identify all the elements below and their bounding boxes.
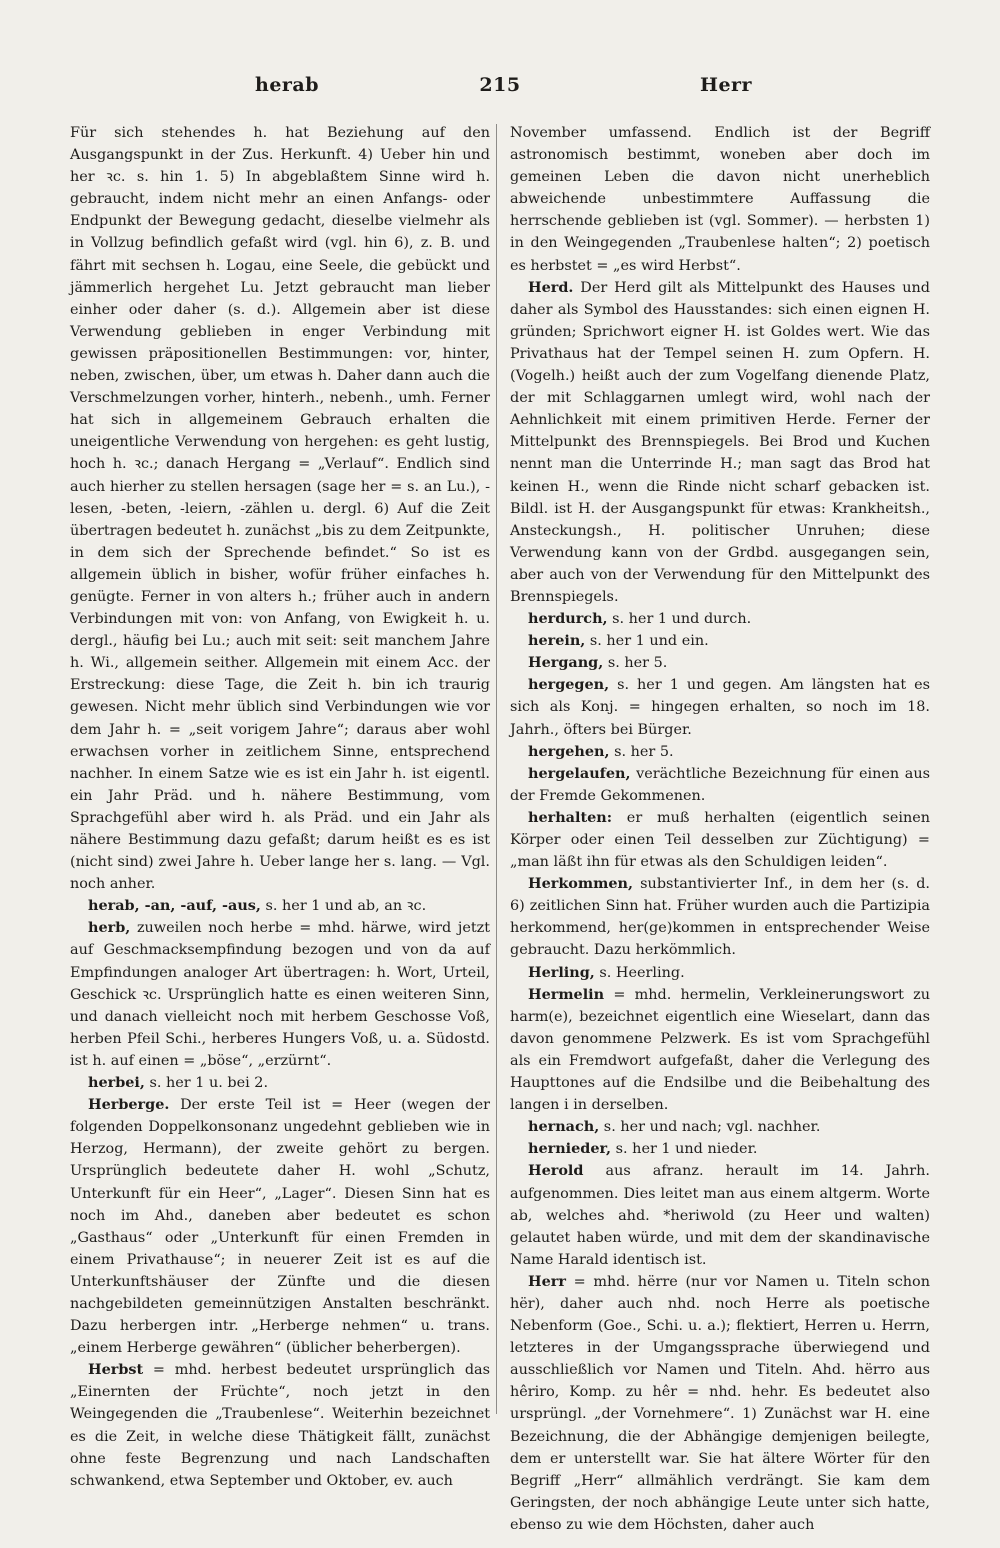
dictionary-entry bbox=[510, 984, 930, 1117]
dictionary-entry bbox=[70, 1359, 490, 1492]
entry-text: substantivierter Inf., in dem her (s. d. 6) zeitlichen Sinn hat. Früher wurden auch die Partizipia herkommend, her(ge)kommen in entsprechender Weise gebraucht. Dazu herkömmlich. bbox=[510, 876, 930, 959]
dictionary-entry bbox=[510, 962, 930, 984]
entry-lemma: herbei, bbox=[88, 1074, 145, 1092]
dictionary-entry bbox=[510, 608, 930, 630]
entry-text: Für sich stehendes h. hat Beziehung auf den Ausgangspunkt in der Zus. Herkunft. 4) Ueber hin und her ꝛc. s. hin 1. 5) In abgeblaßtem Sinne wird h. gebraucht, indem nicht mehr an einen Anfangs- oder Endpunkt der Bewegung gedacht, dieselbe vielmehr als in Vollzug befindlich gefaßt wird (vgl. hin 6), z. B. und fährt mit sechsen h. Logau, eine Seele, die gebückt und jämmerlich hergehet Lu. Jetzt gebraucht man lieber einher oder daher (s. d.). Allgemein aber ist diese Verwendung geblieben in enger Verbindung mit gewissen präpositionellen Bestimmungen: vor, hinter, neben, zwischen, über, um etwas h. Daher dann auch die Verschmelzungen vorher, hinterh., nebenh., umh. Ferner hat sich in allgemeinem Gebrauch erhalten die uneigentliche Verwendung von hergehen: es geht lustig, hoch h. ꝛc.; danach Hergang = „Verlauf“. Endlich sind auch hierher zu stellen hersagen (sage her = s. an Lu.), -lesen, -beten, -leiern, -zählen u. dergl. 6) Auf die Zeit übertragen bedeutet h. zunächst „bis zu dem Zeitpunkte, in dem sich der Sprechende befindet.“ So ist es allgemein üblich in bisher, wofür früher einfaches h. genügte. Ferner in von alters h.; früher auch in andern Verbindungen mit von: von Anfang, von Ewigkeit h. u. dergl., häufig bei Lu.; auch mit seit: seit manchem Jahre h. Wi., allgemein seither. Allgemein mit einem Acc. der Erstreckung: diese Tage, die Zeit h. bin ich traurig gewesen. Nicht mehr üblich sind Verbindungen wie vor dem Jahr h. = „seit vorigem Jahre“; daraus aber wohl erwachsen vorher in zeitlichem Sinne, entsprechend nachher. In einem Satze wie es ist ein Jahr h. ist eigentl. ein Jahr Präd. und h. nähere Bestimmung, vom Sprachgefühl aber wird h. als Präd. und ein Jahr als nähere Bestimmung dazu gefaßt; darum heißt es es ist (nicht sind) zwei Jahre h. Ueber lange her s. lang. — Vgl. noch anher. bbox=[70, 125, 490, 893]
left-column bbox=[70, 122, 490, 1492]
entry-text: er muß herhalten (eigentlich seinen Körper oder einen Teil desselben zur Züchtigung) = „man läßt ihn für etwas als den Schuldigen leiden“. bbox=[510, 809, 930, 871]
entry-text: s. her 1 und ab, an ꝛc. bbox=[260, 898, 427, 915]
entry-lemma: Herd. bbox=[528, 278, 574, 296]
entry-text: = mhd. herbest bedeutet ursprünglich das „Einernten der Früchte“, noch jetzt in den Weingegenden die „Traubenlese“. Weiterhin bezeichnet es die Zeit, in welche diese Thätigkeit fällt, zunächst ohne feste Begrenzung und nach Landschaften schwankend, etwa September und Oktober, ev. auch bbox=[70, 1362, 490, 1489]
entry-lemma: hergelaufen, bbox=[528, 764, 631, 782]
entry-lemma: Herold bbox=[528, 1162, 584, 1180]
dictionary-entry bbox=[510, 807, 930, 873]
entry-lemma: herab, -an, -auf, -aus, bbox=[88, 897, 261, 915]
dictionary-entry bbox=[510, 674, 930, 740]
entry-text: s. her 5. bbox=[609, 743, 674, 760]
entry-lemma: herein, bbox=[528, 632, 586, 650]
dictionary-entry bbox=[510, 277, 930, 608]
entry-text: s. her 1 und gegen. Am längsten hat es sich als Konj. = hingegen erhalten, so noch im 18. Jahrh., öfters bei Bürger. bbox=[510, 677, 930, 738]
entry-lemma: Herling, bbox=[528, 963, 595, 981]
dictionary-entry bbox=[510, 1116, 930, 1138]
header-left-catchword: herab bbox=[255, 74, 320, 96]
dictionary-entry bbox=[70, 917, 490, 1072]
dictionary-entry bbox=[70, 1094, 490, 1359]
dictionary-entry bbox=[510, 1160, 930, 1270]
dictionary-entry bbox=[70, 895, 490, 917]
right-column bbox=[510, 122, 930, 1536]
dictionary-entry bbox=[510, 873, 930, 961]
entry-text: = mhd. hermelin, Verkleinerungswort zu harm(e), bezeichnet eigentlich eine Wieselart, dann das davon genommene Pelzwerk. Es ist vom Sprachgefühl als ein Fremdwort aufgefaßt, daher die Verlegung des Haupttones auf die Endsilbe und die Beibehaltung des langen i in derselben. bbox=[510, 986, 930, 1114]
entry-lemma: Herbst bbox=[88, 1361, 144, 1379]
page-number: 215 bbox=[479, 74, 521, 96]
entry-text: November umfassend. Endlich ist der Begriff astronomisch bestimmt, woneben aber doch im gemeinen Leben die davon nicht unerheblich abweichende unbestimmtere Auffassung die herrschende geblieben ist (vgl. Sommer). — herbsten 1) in den Weingegenden „Traubenlese halten“; 2) poetisch es herbstet = „es wird Herbst“. bbox=[510, 125, 930, 274]
dictionary-entry bbox=[510, 652, 930, 674]
entry-continuation bbox=[510, 122, 930, 277]
column-divider bbox=[496, 124, 497, 1414]
entry-lemma: Hergang, bbox=[528, 654, 604, 672]
entry-continuation bbox=[70, 122, 490, 895]
entry-text: s. her und nach; vgl. nachher. bbox=[599, 1119, 821, 1136]
entry-text: Der erste Teil ist = Heer (wegen der folgenden Doppelkonsonanz ungedehnt geblieben wie in Herzog, Hermann), der zweite gehört zu bergen. Ursprünglich bedeutete daher H. wohl „Schutz, Unterkunft für ein Heer“, „Lager“. Diesen Sinn hat es noch im Ahd., daneben aber bedeutet es schon „Gasthaus“ oder „Unterkunft für einen Fremden in einem Privathause“; in neuerer Zeit ist es auf die Unterkunftshäuser der Zünfte und die diesen nachgebildeten gemeinnützigen Anstalten beschränkt. Dazu herbergen intr. „Herberge nehmen“ u. trans. „einem Herberge gewähren“ (üblicher beherbergen). bbox=[70, 1097, 490, 1357]
dictionary-entry bbox=[510, 1271, 930, 1536]
entry-text: s. her 1 u. bei 2. bbox=[144, 1075, 269, 1092]
entry-text: zuweilen noch herbe = mhd. härwe, wird jetzt auf Geschmacksempfindung bezogen und von da auf Empfindungen analoger Art übertragen: h. Wort, Urteil, Geschick ꝛc. Ursprünglich hatte es einen weiteren Sinn, und danach vielleicht noch mit herbem Geschosse Voß, herben Pfeil Schi., herberes Hungers Voß, u. a. Südostd. ist h. auf einen = „böse“, „erzürnt“. bbox=[70, 920, 490, 1069]
entry-lemma: Herberge. bbox=[88, 1096, 170, 1114]
dictionary-entry bbox=[510, 1138, 930, 1160]
entry-lemma: hernieder, bbox=[528, 1140, 612, 1158]
entry-lemma: herb, bbox=[88, 919, 131, 937]
entry-text: s. Heerling. bbox=[594, 964, 685, 981]
entry-text: verächtliche Bezeichnung für einen aus der Fremde Gekommenen. bbox=[510, 765, 930, 804]
entry-lemma: hergegen, bbox=[528, 676, 610, 694]
header-right-catchword: Herr bbox=[700, 74, 753, 96]
entry-lemma: hergehen, bbox=[528, 742, 610, 760]
entry-lemma: Herkommen, bbox=[528, 875, 633, 893]
entry-text: s. her 1 und ein. bbox=[585, 633, 709, 650]
entry-text: Der Herd gilt als Mittelpunkt des Hauses und daher als Symbol des Hausstandes: sich einen eignen H. gründen; Sprichwort eigner H. ist Goldes wert. Wie das Privathaus hat der Tempel seinen H. zum Opfern. H. (Vogelh.) heißt auch der zum Vogelfang dienende Platz, der mit Schlaggarnen umlegt wird, wohl nach der Aehnlichkeit mit einem primitiven Herde. Ferner der Mittelpunkt des Brennspiegels. Bei Brod und Kuchen nennt man die Unterrinde H.; man sagt das Brod hat keinen H., wenn die Rinde nicht scharf gebacken ist. Bildl. ist H. der Ausgangspunkt für etwas: Krankheitsh., Ansteckungsh., H. politischer Unruhen; diese Verwendung kann von der Grdbd. ausgegangen sein, aber auch von der Verwendung für den Mittelpunkt des Brennspiegels. bbox=[510, 279, 930, 605]
running-header bbox=[0, 74, 1000, 104]
dictionary-entry bbox=[510, 630, 930, 652]
entry-lemma: Hermelin bbox=[528, 985, 605, 1003]
dictionary-entry bbox=[510, 741, 930, 763]
entry-text: s. her 5. bbox=[603, 655, 668, 672]
entry-lemma: herdurch, bbox=[528, 610, 608, 628]
entry-text: aus afranz. herault im 14. Jahrh. aufgenommen. Dies leitet man aus einem altgerm. Worte ab, welches ahd. *heriwold (zu Heer und walten) gelautet haben würde, und mit dem der skandinavische Name Harald identisch ist. bbox=[510, 1163, 930, 1268]
entry-text: = mhd. hërre (nur vor Namen u. Titeln schon hër), daher auch nhd. noch Herre als poetische Nebenform (Goe., Schi. u. a.); flektiert, Herren u. Herrn, letzteres in der Umgangssprache überwiegend und ausschließlich vor Namen und Titeln. Ahd. hërro aus hêriro, Komp. zu hêr = nhd. hehr. Es bedeutet also ursprüngl. „der Vornehmere“. 1) Zunächst war H. eine Bezeichnung, die der Abhängige demjenigen beilegte, dem er unterstellt war. Sie hat ältere Wörter für den Begriff „Herr“ allmählich verdrängt. Sie kam dem Geringsten, der noch abhängige Leute unter sich hatte, ebenso zu wie dem Höchsten, daher auch bbox=[510, 1273, 930, 1533]
entry-text: s. her 1 und durch. bbox=[607, 611, 752, 628]
entry-lemma: Herr bbox=[528, 1272, 566, 1290]
dictionary-entry bbox=[70, 1072, 490, 1094]
entry-text: s. her 1 und nieder. bbox=[611, 1141, 758, 1158]
entry-lemma: hernach, bbox=[528, 1118, 600, 1136]
entry-lemma: herhalten: bbox=[528, 808, 613, 826]
dictionary-entry bbox=[510, 763, 930, 807]
